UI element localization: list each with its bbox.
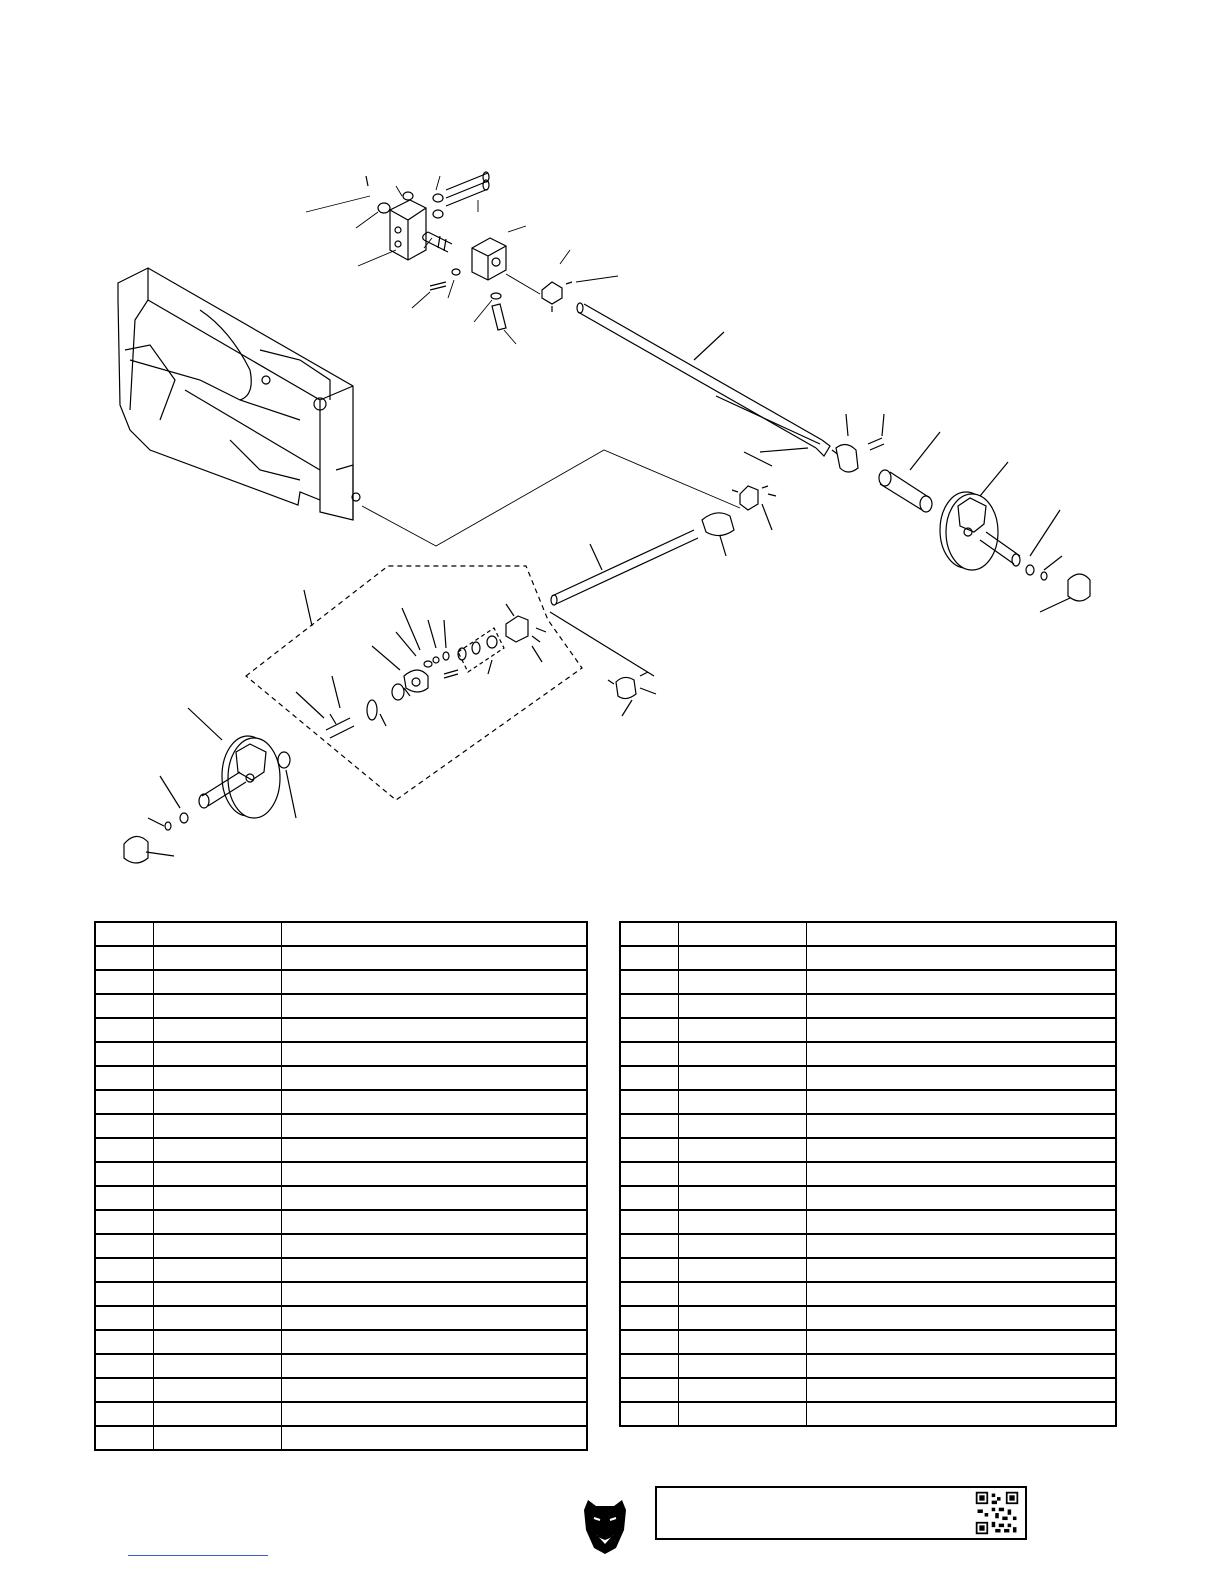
cell-description bbox=[281, 1330, 587, 1354]
cell-part-number bbox=[678, 1354, 806, 1378]
cell-ref bbox=[95, 994, 153, 1018]
cell-ref bbox=[95, 1258, 153, 1282]
cell-description bbox=[806, 1138, 1116, 1162]
cell-ref bbox=[95, 1282, 153, 1306]
cell-ref bbox=[95, 1426, 153, 1450]
table-row bbox=[95, 1330, 587, 1354]
cell-part-number bbox=[678, 1402, 806, 1426]
cell-part-number bbox=[153, 1210, 281, 1234]
cell-description bbox=[806, 946, 1116, 970]
cell-part-number bbox=[678, 970, 806, 994]
cell-part-number bbox=[678, 1162, 806, 1186]
cell-part-number bbox=[153, 946, 281, 970]
leader-lines-upper bbox=[306, 176, 618, 344]
frame-connection-line bbox=[362, 450, 740, 546]
cell-part-number bbox=[678, 1114, 806, 1138]
cell-description bbox=[806, 1282, 1116, 1306]
cell-ref bbox=[95, 1138, 153, 1162]
table-row bbox=[95, 1306, 587, 1330]
cell-ref bbox=[620, 1114, 678, 1138]
cell-ref bbox=[95, 1210, 153, 1234]
table-row bbox=[620, 1330, 1116, 1354]
cell-ref bbox=[620, 1066, 678, 1090]
cell-ref bbox=[620, 1090, 678, 1114]
cell-description bbox=[806, 1066, 1116, 1090]
table-row bbox=[620, 1306, 1116, 1330]
cell-ref bbox=[620, 1042, 678, 1066]
cell-description bbox=[806, 1234, 1116, 1258]
cell-part-number bbox=[153, 1186, 281, 1210]
cell-description bbox=[281, 922, 587, 946]
cell-description bbox=[281, 994, 587, 1018]
cell-ref bbox=[620, 946, 678, 970]
cabinet-frame bbox=[118, 268, 360, 520]
cell-description bbox=[281, 1354, 587, 1378]
table-row bbox=[620, 1282, 1116, 1306]
cell-description bbox=[806, 1114, 1116, 1138]
cell-ref bbox=[620, 1162, 678, 1186]
table-row bbox=[95, 1090, 587, 1114]
footer-info-box bbox=[655, 1486, 1027, 1540]
cell-ref bbox=[620, 1282, 678, 1306]
cell-description bbox=[806, 1378, 1116, 1402]
cell-description bbox=[281, 1258, 587, 1282]
cell-part-number bbox=[153, 994, 281, 1018]
cell-description bbox=[281, 1090, 587, 1114]
cell-part-number bbox=[678, 946, 806, 970]
cell-part-number bbox=[153, 1234, 281, 1258]
table-row bbox=[620, 1090, 1116, 1114]
lower-shaft bbox=[551, 486, 776, 605]
table-row bbox=[620, 1234, 1116, 1258]
cell-description bbox=[281, 1138, 587, 1162]
cell-ref bbox=[95, 946, 153, 970]
cell-description bbox=[281, 1306, 587, 1330]
table-row bbox=[620, 922, 1116, 946]
cell-part-number bbox=[678, 1258, 806, 1282]
table-row bbox=[95, 1066, 587, 1090]
parts-table-right bbox=[619, 921, 1117, 1427]
table-row bbox=[95, 1162, 587, 1186]
cell-ref bbox=[620, 1306, 678, 1330]
parts-table-left bbox=[94, 921, 588, 1451]
cell-description bbox=[281, 1282, 587, 1306]
cell-ref bbox=[95, 1306, 153, 1330]
cell-part-number bbox=[153, 1162, 281, 1186]
cell-description bbox=[281, 1162, 587, 1186]
cell-part-number bbox=[153, 922, 281, 946]
table-row bbox=[95, 1234, 587, 1258]
upper-bracket-assembly bbox=[366, 172, 572, 330]
table-row bbox=[620, 1042, 1116, 1066]
cell-part-number bbox=[153, 1330, 281, 1354]
cell-description bbox=[281, 1066, 587, 1090]
qr-code-icon[interactable] bbox=[971, 1490, 1023, 1536]
table-row bbox=[95, 970, 587, 994]
cell-part-number bbox=[153, 1306, 281, 1330]
cell-part-number bbox=[678, 1018, 806, 1042]
table-row bbox=[620, 1186, 1116, 1210]
cell-part-number bbox=[678, 1066, 806, 1090]
cell-description bbox=[806, 1186, 1116, 1210]
cell-description bbox=[806, 994, 1116, 1018]
cell-part-number bbox=[153, 1138, 281, 1162]
table-row bbox=[95, 1114, 587, 1138]
table-row bbox=[95, 946, 587, 970]
cell-description bbox=[806, 1354, 1116, 1378]
cell-description bbox=[806, 1210, 1116, 1234]
cell-description bbox=[281, 1186, 587, 1210]
parts-table-left-body bbox=[95, 922, 587, 1450]
cell-description bbox=[806, 1162, 1116, 1186]
cell-part-number bbox=[153, 1018, 281, 1042]
lower-right-collar bbox=[550, 612, 656, 716]
table-row bbox=[620, 1066, 1116, 1090]
cell-description bbox=[281, 1234, 587, 1258]
cell-ref bbox=[620, 1330, 678, 1354]
cell-description bbox=[806, 922, 1116, 946]
cell-ref bbox=[620, 1354, 678, 1378]
table-row bbox=[95, 994, 587, 1018]
cell-ref bbox=[620, 970, 678, 994]
table-row bbox=[95, 1042, 587, 1066]
cell-part-number bbox=[153, 1402, 281, 1426]
table-row bbox=[95, 1378, 587, 1402]
table-row bbox=[620, 970, 1116, 994]
table-row bbox=[620, 994, 1116, 1018]
cell-ref bbox=[620, 1258, 678, 1282]
cell-description bbox=[281, 1114, 587, 1138]
parts-table-right-body bbox=[620, 922, 1116, 1426]
cell-description bbox=[281, 1018, 587, 1042]
cell-description bbox=[806, 1090, 1116, 1114]
cell-part-number bbox=[678, 994, 806, 1018]
right-handwheel bbox=[940, 462, 1090, 612]
cell-part-number bbox=[678, 1042, 806, 1066]
cell-part-number bbox=[678, 1090, 806, 1114]
cell-description bbox=[281, 946, 587, 970]
lower-subassembly-parts bbox=[296, 590, 546, 738]
cell-ref bbox=[95, 1162, 153, 1186]
cell-description bbox=[806, 1018, 1116, 1042]
cell-description bbox=[806, 1258, 1116, 1282]
cell-ref bbox=[620, 1234, 678, 1258]
cell-part-number bbox=[678, 922, 806, 946]
cell-ref bbox=[95, 1378, 153, 1402]
cell-part-number bbox=[678, 1210, 806, 1234]
cell-ref bbox=[95, 1042, 153, 1066]
cell-ref bbox=[95, 1186, 153, 1210]
cell-ref bbox=[620, 1210, 678, 1234]
cell-part-number bbox=[678, 1330, 806, 1354]
cell-description bbox=[281, 970, 587, 994]
cell-ref bbox=[95, 1330, 153, 1354]
cell-part-number bbox=[678, 1378, 806, 1402]
cell-ref bbox=[620, 1402, 678, 1426]
cell-description bbox=[281, 1426, 587, 1450]
cell-ref bbox=[620, 1378, 678, 1402]
cell-part-number bbox=[153, 970, 281, 994]
cell-ref bbox=[95, 1018, 153, 1042]
footer-link-underline[interactable] bbox=[128, 1555, 268, 1556]
cell-ref bbox=[95, 1354, 153, 1378]
table-row bbox=[620, 1378, 1116, 1402]
cell-ref bbox=[95, 970, 153, 994]
cell-description bbox=[806, 1402, 1116, 1426]
left-handwheel bbox=[124, 708, 296, 863]
grizzly-bear-logo-icon bbox=[582, 1496, 628, 1556]
table-row bbox=[620, 946, 1116, 970]
table-row bbox=[95, 922, 587, 946]
table-row bbox=[95, 1210, 587, 1234]
table-row bbox=[95, 1138, 587, 1162]
cell-ref bbox=[620, 1018, 678, 1042]
cell-part-number bbox=[153, 1378, 281, 1402]
table-row bbox=[620, 1114, 1116, 1138]
table-row bbox=[620, 1162, 1116, 1186]
cell-part-number bbox=[678, 1186, 806, 1210]
cell-description bbox=[806, 970, 1116, 994]
cell-ref bbox=[620, 1186, 678, 1210]
cell-ref bbox=[95, 1402, 153, 1426]
cell-part-number bbox=[153, 1354, 281, 1378]
table-row bbox=[620, 1402, 1116, 1426]
cell-description bbox=[806, 1306, 1116, 1330]
cell-part-number bbox=[678, 1234, 806, 1258]
cell-description bbox=[281, 1378, 587, 1402]
table-row bbox=[620, 1210, 1116, 1234]
cell-part-number bbox=[153, 1042, 281, 1066]
cell-description bbox=[806, 1042, 1116, 1066]
cell-ref bbox=[620, 922, 678, 946]
cell-ref bbox=[620, 1138, 678, 1162]
cell-part-number bbox=[678, 1282, 806, 1306]
table-row bbox=[95, 1402, 587, 1426]
cell-description bbox=[281, 1402, 587, 1426]
cell-part-number bbox=[153, 1090, 281, 1114]
cell-part-number bbox=[153, 1114, 281, 1138]
cell-description bbox=[281, 1042, 587, 1066]
cell-part-number bbox=[678, 1138, 806, 1162]
table-row bbox=[620, 1258, 1116, 1282]
cell-part-number bbox=[153, 1282, 281, 1306]
cell-description bbox=[806, 1330, 1116, 1354]
table-row bbox=[95, 1354, 587, 1378]
table-row bbox=[95, 1426, 587, 1450]
table-row bbox=[95, 1258, 587, 1282]
table-row bbox=[620, 1138, 1116, 1162]
upper-shaft bbox=[577, 303, 940, 512]
cell-ref bbox=[95, 1234, 153, 1258]
table-row bbox=[95, 1186, 587, 1210]
cell-ref bbox=[95, 1066, 153, 1090]
table-row bbox=[620, 1354, 1116, 1378]
cell-part-number bbox=[678, 1306, 806, 1330]
cell-description bbox=[281, 1210, 587, 1234]
cell-ref bbox=[95, 1090, 153, 1114]
table-row bbox=[95, 1282, 587, 1306]
table-row bbox=[95, 1018, 587, 1042]
cell-ref bbox=[620, 994, 678, 1018]
cell-part-number bbox=[153, 1066, 281, 1090]
cell-part-number bbox=[153, 1258, 281, 1282]
table-row bbox=[620, 1018, 1116, 1042]
cell-part-number bbox=[153, 1426, 281, 1450]
cell-ref bbox=[95, 1114, 153, 1138]
cell-ref bbox=[95, 922, 153, 946]
